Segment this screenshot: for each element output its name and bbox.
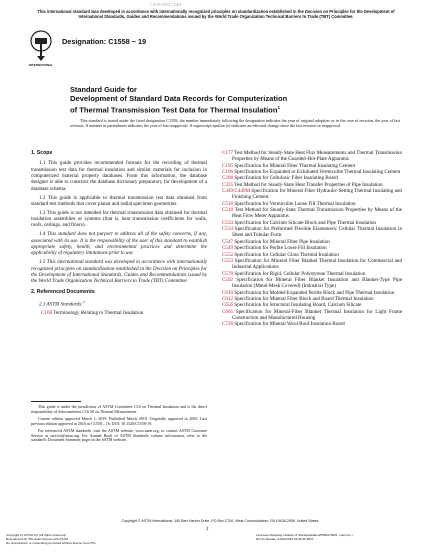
- footnote-divider: [31, 401, 81, 402]
- reference-code-link[interactable]: C553: [222, 257, 234, 264]
- left-column: [31, 150, 207, 317]
- reference-title: Specification for Mineral-Fiber Blanket Thermal Insulation for Light Frame Construction and Manufactured Housing: [232, 308, 402, 321]
- title-line-3: [70, 103, 410, 115]
- reference-code-link[interactable]: C196: [222, 169, 234, 176]
- astm-logo-icon: [30, 30, 52, 62]
- scope-paragraph-2: 1.2 This guide is applicable to thermal transmission test data obtained from standard test methods that cover planar and radial specimen geometries.: [31, 194, 207, 207]
- reference-code-link[interactable]: C516: [222, 200, 234, 207]
- reference-title: Specification for Mineral Fiber Pipe Insulation: [234, 238, 330, 245]
- title-footnote-mark: 1: [277, 105, 280, 110]
- reference-title: Test Method for Steady-State Thermal Transmission Properties by Means of the Heat Flow Meter Apparatus: [232, 207, 403, 220]
- scope-paragraph-4: 1.4 This standard does not purport to address all of the safety concerns, if any, associated with its use. It is the responsibility of the user of this standard to establish appropriate safety, health, and environmental practices and determine the applicability of regulatory limitations prior to use.: [31, 231, 207, 257]
- reference-code-link[interactable]: C195: [222, 162, 234, 169]
- reference-title: Specification for Mineral Wool Roof Insulation Board: [234, 321, 345, 328]
- designation: Designation: C1558 − 19: [62, 37, 147, 46]
- reference-code-link[interactable]: C547: [222, 238, 234, 245]
- footnote-1: This guide is under the jurisdiction of ASTM Committee C16 on Thermal Insulation and is the direct responsibility of Subcommittee C16.30 on Thermal Measurement.: [31, 404, 207, 414]
- reference-c168-code[interactable]: C168: [41, 310, 53, 317]
- reference-title: Specification for Mineral Fiber Thermal Insulating Cement: [234, 162, 356, 169]
- reference-title: Specification for Preformed Flexible Elastomeric Cellular Thermal Insulation in Sheet and Tubular Form: [232, 226, 402, 239]
- reference-code-link[interactable]: C656: [222, 302, 234, 309]
- reference-c168-text: Terminology Relating to Thermal Insulation: [53, 310, 144, 317]
- reference-code-link[interactable]: C612: [222, 295, 234, 302]
- watermark-text: Licensed copy: [150, 2, 182, 8]
- reference-title: Specification for Mineral Fiber Blanket Insulation and Blanket-Type Pipe Insulation (Metal-Mesh Covered) (Industrial Type): [232, 276, 403, 290]
- license-left: Copyright by ASTM Int'l (all rights reserved); Reproduced by IHS under license with ASTM No reproduction or networking permitted without license from IHS: [6, 533, 96, 545]
- reference-item[interactable]: [222, 321, 402, 327]
- logo-caption: INTERNATIONAL: [28, 63, 54, 67]
- scope-paragraph-5: 1.5 This international standard was developed in accordance with internationally recognized principles on standardization established in the Decision on Principles for the Development of International Standards, Guides and Recommendations issued by the World Trade Organization Technical Barriers to Trade (TBT) Committee.: [31, 259, 207, 285]
- astm-standards-footnote-mark: 2: [82, 299, 85, 304]
- title-line-3-text: of Thermal Transmission Test Data for Thermal Insulation: [70, 105, 278, 115]
- reference-title: Specification for Calcium Silicate Block and Pipe Thermal Insulation: [234, 219, 376, 226]
- footnote-2: For referenced ASTM standards, visit the ASTM website, www.astm.org, or contact ASTM Customer Service at service@astm.org. For Annual Book of ASTM Standards volume information, refer to the standard's Document Summary page on the ASTM website.: [31, 427, 207, 443]
- reference-title: Test Method for Steady-State Heat Transfer Properties of Pipe Insulation: [234, 181, 383, 188]
- standard-notice: This standard is issued under the fixed designation C1558; the number immediately following the designation indicates the year of original adoption or, in the case of revision, the year of last revision. A number in parentheses indicates the year of last reapproval. A superscript epsilon (ε) indicates an editorial change since the last revision or reapproval.: [70, 118, 400, 129]
- scope-paragraph-1: 1.1 This guide provides recommended formats for the recording of thermal transmission test data for thermal insulation and similar materials for inclusion in computerized material property databases. From this information, the database designer is able to construct the database dictionary preparatory for development of a database schema.: [31, 160, 207, 192]
- reference-code-link[interactable]: C335: [222, 181, 234, 188]
- reference-code-link[interactable]: C610: [222, 289, 234, 296]
- reference-code-link[interactable]: C665: [222, 308, 234, 315]
- right-column-reference-list: [222, 150, 402, 328]
- reference-code-link[interactable]: C208: [222, 175, 234, 182]
- top-notice: This international standard was developed in accordance with internationally recognized principles on standardization established in the Decision on Principles for the Development of International Standards, Guides and Recommendations issued by the World Trade Organization Technical Barriers to Trade (TBT) Committee.: [37, 9, 395, 19]
- reference-item[interactable]: [222, 226, 402, 239]
- license-right: Licensee=Zhejiang Institute of Standardization/5959176001, User=xx, r Not for Resale, 03/10/2019 19:26:25 MDT: [256, 533, 354, 541]
- reference-item[interactable]: [222, 150, 402, 163]
- reference-title: Specification for Molded Expanded Perlite Block and Pipe Thermal Insulation: [234, 289, 395, 296]
- scope-heading: 1. Scope: [31, 150, 53, 156]
- reference-title: Specification for Mineral Fiber Block and Board Thermal Insulation: [234, 295, 374, 302]
- reference-item[interactable]: [222, 188, 402, 201]
- reference-code-link[interactable]: C518: [222, 207, 234, 214]
- reference-item[interactable]: [222, 258, 402, 271]
- astm-standards-label: 2.1 ASTM Standards:: [39, 301, 83, 308]
- reference-item[interactable]: [222, 207, 402, 220]
- reference-title: Specification for Structural Insulating Board, Calcium Silicate: [234, 302, 362, 309]
- title-block: [70, 85, 410, 115]
- reference-code-link[interactable]: C592: [222, 276, 234, 283]
- reference-title: Specification for Cellular Glass Thermal Insulation: [234, 251, 339, 258]
- page-number: 1: [206, 526, 209, 531]
- reference-code-link[interactable]: C549: [222, 245, 234, 252]
- reference-title: Specification for Expanded or Exfoliated Vermiculite Thermal Insulating Cement: [234, 169, 401, 176]
- reference-code-link[interactable]: C552: [222, 251, 234, 258]
- reference-title: Specification for Vermiculite Loose Fill Thermal Insulation: [234, 200, 356, 207]
- references-heading: 2. Referenced Documents: [31, 288, 95, 295]
- copyright-line: Copyright © ASTM International, 100 Barr Harbor Drive, PO Box C700, West Conshohocken, PA 19428-2959. United States: [121, 519, 319, 523]
- title-line-2: Development of Standard Data Records for Computerization: [70, 94, 288, 103]
- astm-standards-subheading: [31, 299, 207, 308]
- footnotes: [31, 405, 207, 445]
- reference-title: Specification for Rigid, Cellular Polystyrene Thermal Insulation: [234, 270, 366, 277]
- reference-title: Specification for Mineral Fiber Hydraulic-Setting Thermal Insulating and Finishing Cement: [232, 188, 402, 201]
- reference-title: Specification for Perlite Loose Fill Insulation: [234, 245, 327, 252]
- reference-item[interactable]: [222, 309, 402, 322]
- title-line-1: Standard Guide for: [70, 85, 137, 94]
- reference-code-link[interactable]: C578: [222, 270, 234, 277]
- reference-item[interactable]: [222, 277, 402, 290]
- reference-c168[interactable]: [31, 310, 207, 316]
- reference-code-link[interactable]: C726: [222, 321, 234, 328]
- reference-code-link[interactable]: C534: [222, 226, 234, 233]
- reference-code-link[interactable]: C533: [222, 219, 234, 226]
- reference-code-link[interactable]: C177: [222, 150, 234, 156]
- reference-title: Test Method for Steady-State Heat Flux Measurements and Thermal Transmission Properties by Means of the Guarded-Hot-Plate Apparatus: [232, 150, 402, 163]
- footnote-1-edition: Current edition approved March 1, 2019. Published March 2019. Originally approved in 2003. Last previous edition approved in 2016 as C1558 – 16. DOI: 10.1520/C1558-19.: [31, 415, 207, 426]
- reference-code-link[interactable]: C449/C449M: [222, 188, 251, 195]
- reference-title: Specification for Mineral Fiber Blanket Thermal Insulation for Commercial and Industrial Applications: [232, 257, 403, 271]
- scope-paragraph-3: 1.3 This guide is not intended for thermal transmission data obtained for thermal insulation assemblies or systems (that is, heat transmission coefficients for walls, roofs, ceilings, and floors).: [31, 209, 207, 229]
- reference-title: Specification for Cellulosic Fiber Insulating Board: [234, 175, 338, 182]
